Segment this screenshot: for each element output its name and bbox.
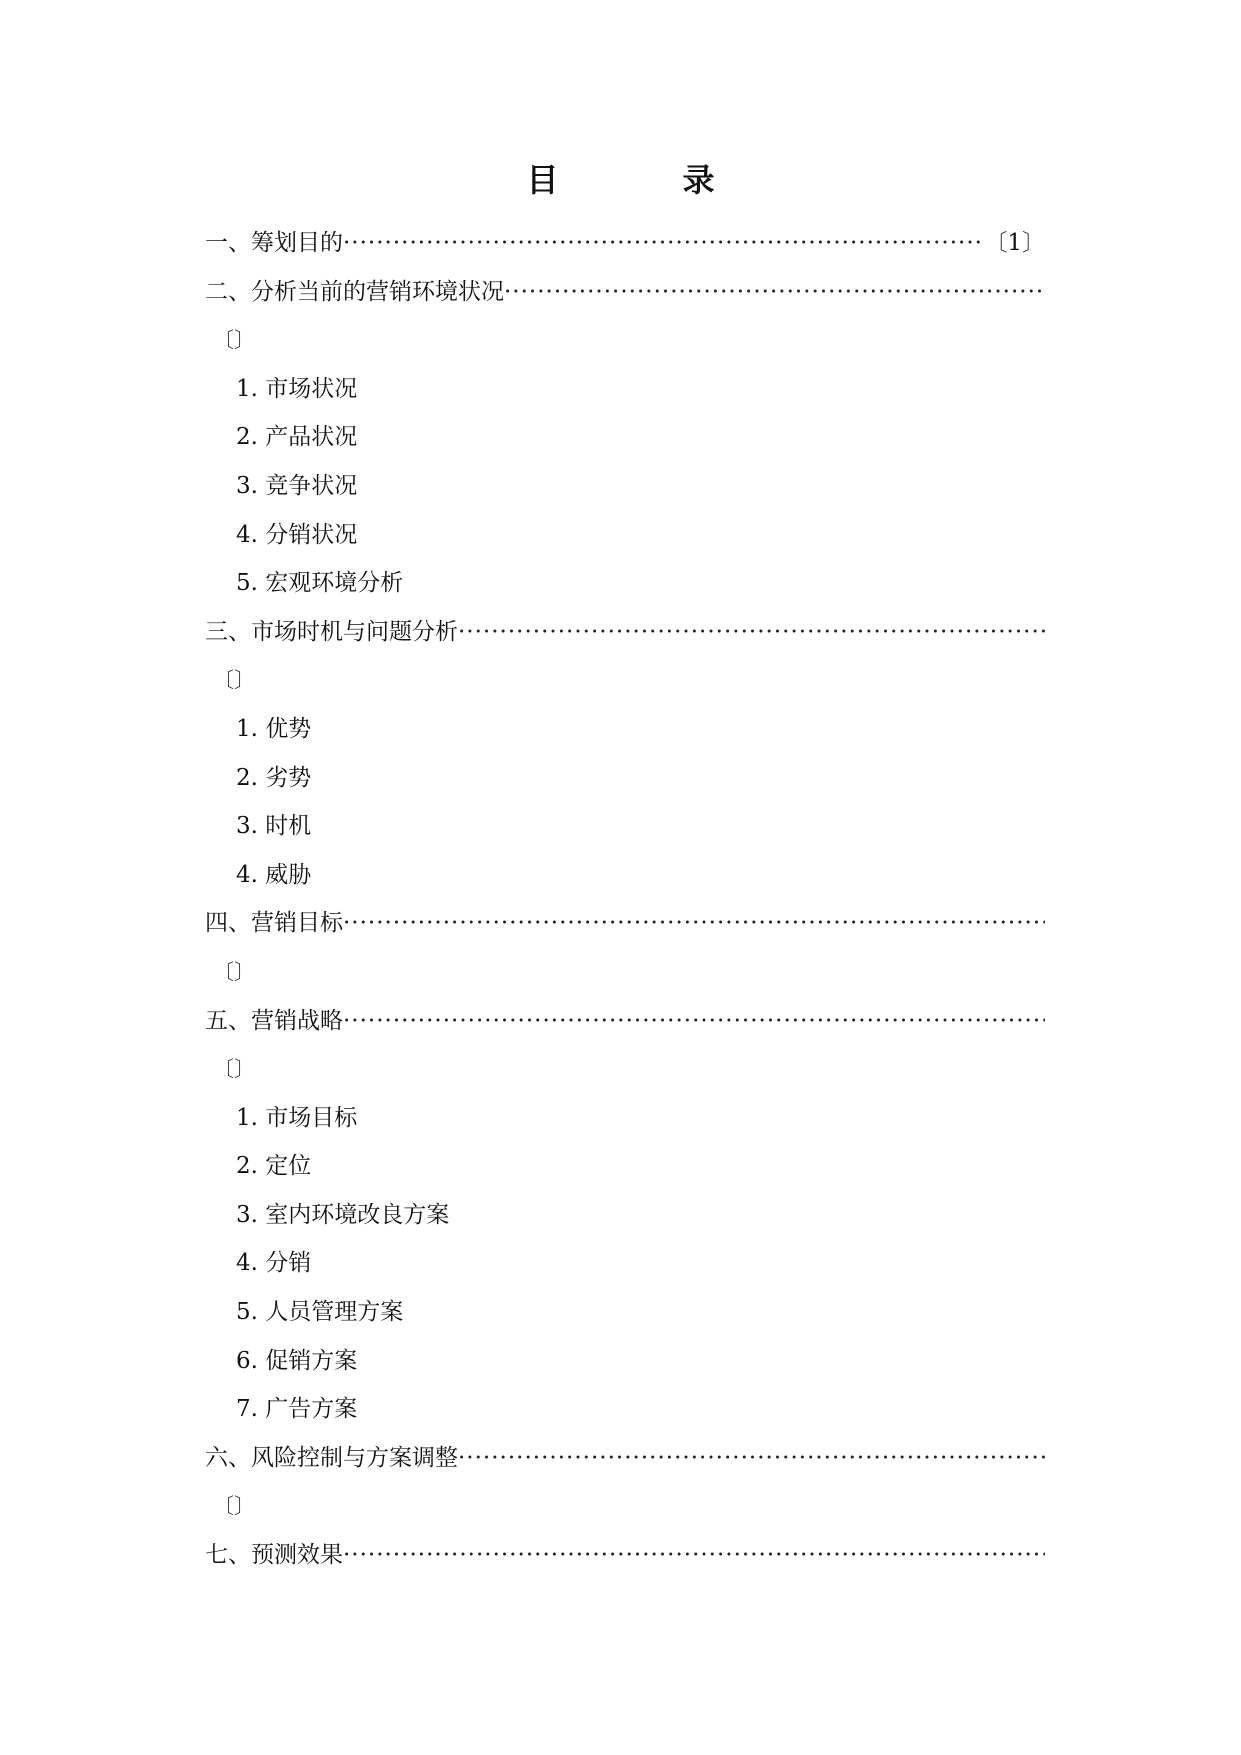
toc-page-number: 〔〕 bbox=[213, 1494, 255, 1519]
toc-subitem[interactable]: 2. 定位 bbox=[236, 1153, 312, 1180]
toc-leader-dots bbox=[343, 219, 980, 268]
toc-page-number: 〔1〕 bbox=[984, 230, 1045, 256]
toc-subitem[interactable]: 3. 室内环境改良方案 bbox=[236, 1201, 450, 1228]
toc-subitem[interactable]: 4. 分销状况 bbox=[236, 521, 358, 548]
toc-chapter-title: 七、预测效果 bbox=[205, 1542, 343, 1569]
toc-chapter-7[interactable] bbox=[205, 1531, 1045, 1580]
toc-chapter-title: 五、营销战略 bbox=[205, 1007, 343, 1034]
toc-subitem[interactable]: 3. 竞争状况 bbox=[236, 472, 358, 499]
toc-page-number: 〔〕 bbox=[213, 668, 255, 693]
toc-subitem[interactable]: 2. 劣势 bbox=[236, 764, 312, 791]
toc-subitem[interactable]: 1. 优势 bbox=[236, 715, 312, 742]
toc-leader-dots bbox=[343, 997, 1045, 1046]
toc-chapter-2[interactable] bbox=[205, 268, 1045, 317]
toc-chapter-title: 一、筹划目的 bbox=[205, 230, 343, 256]
toc-chapter-title: 六、风险控制与方案调整 bbox=[205, 1444, 458, 1471]
toc-subitem[interactable]: 4. 分销 bbox=[236, 1250, 312, 1277]
toc-leader-dots bbox=[343, 899, 1045, 948]
toc-chapter-5[interactable] bbox=[205, 997, 1045, 1046]
toc-chapter-6[interactable] bbox=[205, 1434, 1045, 1483]
toc-page-number: 〔〕 bbox=[213, 1057, 255, 1082]
toc-subitem[interactable]: 1. 市场目标 bbox=[236, 1104, 358, 1131]
toc-leader-dots bbox=[458, 608, 1045, 657]
toc-subitem[interactable]: 5. 人员管理方案 bbox=[236, 1299, 404, 1326]
page-title: 目 录 bbox=[526, 161, 761, 199]
toc-leader-dots bbox=[343, 1531, 1045, 1580]
toc-leader-dots bbox=[504, 268, 1045, 317]
toc-chapter-1[interactable] bbox=[205, 219, 1045, 268]
toc-page-number: 〔〕 bbox=[213, 328, 255, 353]
toc-page-number: 〔〕 bbox=[213, 959, 255, 984]
toc-subitem[interactable]: 1. 市场状况 bbox=[236, 375, 358, 402]
toc-subitem[interactable]: 4. 威胁 bbox=[236, 861, 312, 888]
toc-chapter-title: 四、营销目标 bbox=[205, 910, 343, 937]
toc-subitem[interactable]: 2. 产品状况 bbox=[236, 424, 358, 451]
toc-subitem[interactable]: 7. 广告方案 bbox=[236, 1396, 358, 1423]
toc-subitem[interactable]: 6. 促销方案 bbox=[236, 1347, 358, 1374]
toc-subitem[interactable]: 5. 宏观环境分析 bbox=[236, 570, 404, 597]
table-of-contents bbox=[205, 219, 1045, 1580]
toc-chapter-4[interactable] bbox=[205, 899, 1045, 948]
toc-leader-dots bbox=[458, 1434, 1045, 1483]
toc-chapter-title: 三、市场时机与问题分析 bbox=[205, 618, 458, 645]
toc-chapter-3[interactable] bbox=[205, 608, 1045, 657]
toc-chapter-title: 二、分析当前的营销环境状况 bbox=[205, 278, 504, 305]
toc-subitem[interactable]: 3. 时机 bbox=[236, 813, 312, 840]
